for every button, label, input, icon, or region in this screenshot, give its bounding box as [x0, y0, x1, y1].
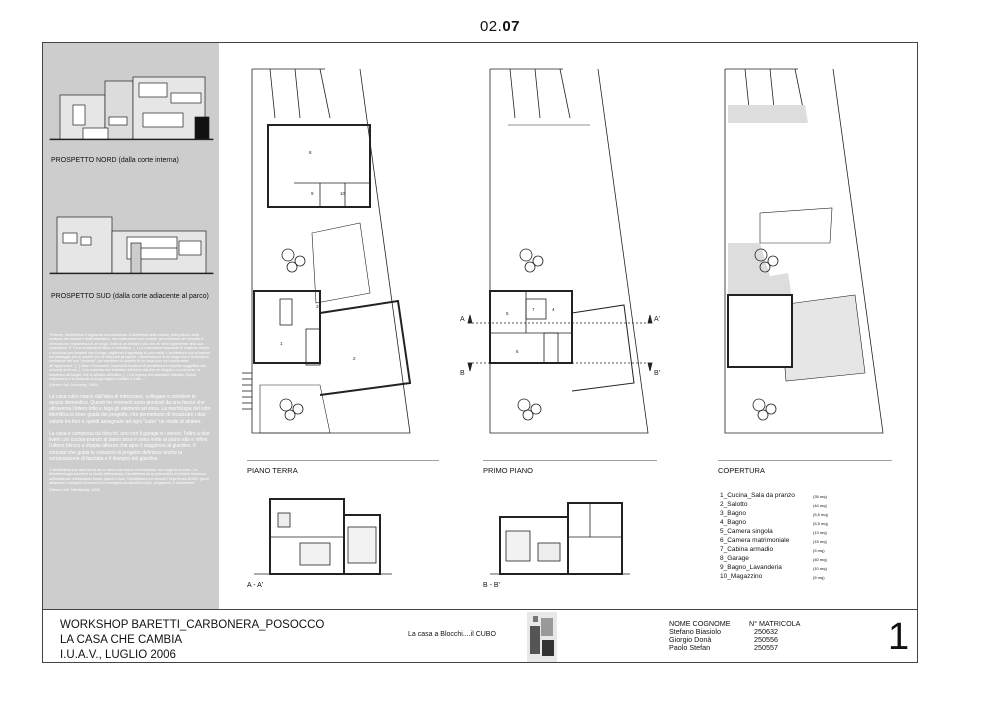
name-column-header: NOME COGNOME: [669, 619, 731, 628]
ground-floor-plan: [242, 69, 410, 433]
north-elevation-caption: PROSPETTO NORD (dalla corte interna): [51, 157, 179, 164]
project-title: LA CASA CHE CAMBIA: [60, 634, 183, 646]
room-number: 5: [506, 311, 509, 316]
section-marker-b: B: [460, 370, 465, 377]
id-column-header: N° MATRICOLA: [749, 619, 801, 628]
quote-holl-intertwining-author: (Steven Holl, Intertwining, 1996): [49, 487, 101, 492]
student-name: Giorgio Donà: [669, 635, 712, 644]
room-number: 3: [316, 304, 319, 309]
student-id: 250632: [754, 627, 778, 636]
student-name: Stefano Biasiolo: [669, 627, 721, 636]
room-number: 6: [516, 349, 519, 354]
section-marker-b-prime: B': [654, 370, 661, 377]
project-description-1: La casa cubo nasce dall'idea di intrecciare, collegare e scindere lo spazio domestico. Questi tre momenti sono ancorati da una fascia che attraversa l'intero lotto e lega gli elementi ad essa. La morfologia del lotto identifica le linee guida del progetto, che permettono di incastrare i due volumi tra loro e quindi assegnare ad ogni "cubo" un modo di abitare.: [49, 393, 211, 425]
legend-item: 3_Bagno (5,5 mq): [720, 510, 828, 517]
institution-date: I.U.A.V., LUGLIO 2006: [60, 649, 176, 661]
section-marker-a-prime: A': [654, 316, 661, 323]
section-b-drawing: [490, 503, 630, 574]
student-name: Paolo Stefan: [669, 643, 711, 652]
room-number: 7: [532, 307, 535, 312]
section-marker-a: A: [460, 316, 465, 323]
legend-item: 8_Garage (40 mq): [720, 555, 827, 562]
first-floor-title: PRIMO PIANO: [483, 466, 534, 475]
legend-item: 5_Camera singola (13 mq): [720, 528, 827, 535]
title-block: [43, 609, 917, 663]
roof-plan-title: COPERTURA: [718, 466, 765, 475]
student-id: 250556: [754, 635, 778, 644]
description-text-column: [49, 333, 211, 498]
legend-item: 7_Cabina armadio (5 mq): [720, 546, 825, 553]
quote-holl-anchoring: "Ebbene, l'architettura è legata ad una situazione. A differenza della musica, della pittura, della scultura, del cinema e della letteratura, una costruzione (non mobile, ad eccezione dei nomadi) si intreccia con l'esperienza di un luogo. Il sito di un edificio è più che un mero ingrediente nella sua concezione. E' il suo fondamento fisico e metafisico. [...] La costruzione trascende le esigenze fisiche e funzionali per fondersi con il luogo, cogliendo il significato di una realtà. L'architettura non si impone sul paesaggio più di quanto non ne interpreti gli aspetti. L'illuminazione di un luogo non è la semplice rivelazione del suo "contesto", per mostrare un aspetto di un luogo può non conformarsi all'"apparenza". [...] Idea e Fenomeno, l'esercizio di unisce di architettura è l'aspetto soggettivo che concede la forma. [...] Un concetto che stabilisce dall'inizio alla fine un singolo o un percorso, la sequenza dei luoghi, che si affidano all'ordine. [...] Un legame che stabilisce l'identità. Quindi l'esperienza e la forma di un luogo legano l'edificio e il sito...": [49, 333, 211, 382]
roof-plan: [725, 69, 883, 433]
south-elevation: [50, 217, 213, 274]
room-number: 9: [311, 191, 314, 196]
legend-item: 6_Camera matrimoniale (15 mq): [720, 537, 827, 544]
legend-item: 1_Cucina_Sala da pranzo (35 mq): [720, 492, 827, 499]
project-subtitle: La casa a Blocchi....il CUBO: [408, 631, 496, 638]
section-a-drawing: [254, 499, 392, 574]
room-legend: [720, 492, 830, 592]
ground-floor-title: PIANO TERRA: [247, 466, 298, 475]
project-thumbnail: [527, 612, 557, 662]
legend-item: 2_Salotto (44 mq): [720, 501, 827, 508]
sheet-number: 1: [888, 616, 910, 658]
room-number: 4: [552, 307, 555, 312]
first-floor-room-numbers: [506, 307, 555, 354]
elevation-drawings: [43, 43, 219, 313]
quote-holl-intertwining: "L'architettura può dare forma ad un rilevo che nasce nel fenomeno, nei luoghi di incontro. La fenomenologia concerne lo studio dell'essenza, l'architettura ha la potenzialità di mettere l'essenza nell'esistenza. Intrecciando forma, spazio e luce, l'architettura può elevare l'esperienza di tutti i giorni attraverso i molteplici fenomeni che emergono da specifici luoghi, programmi, e architetture.": [49, 467, 209, 486]
legend-item: 10_Magazzino (5 mq): [720, 573, 825, 580]
room-number: 8: [309, 150, 312, 155]
section-b-label: B - B': [483, 582, 500, 589]
workshop-title: WORKSHOP BARETTI_CARBONERA_POSOCCO: [60, 619, 325, 631]
north-elevation: [50, 77, 213, 140]
room-number: 10: [340, 191, 346, 196]
page-number: 02.07: [479, 18, 521, 35]
project-description-2: La casa è composta da blocchi, uno con il garage e i servizi, l'altro a due livelli con cucina-pranzo al piano terra e zona notte al piano alto e infine l'ultimo blocco a doppia altezza che apre il soggiorno al giardino. Il concept che guida le soluzioni di progetto definisce anche la composizione di facciata e il disegno del giardino.: [49, 430, 210, 462]
legend-item: 9_Bagno_Lavanderia (10 mq): [720, 564, 827, 571]
section-a-label: A - A': [247, 582, 264, 589]
first-floor-plan: [468, 69, 652, 433]
quote-holl-anchoring-author: (Steven Holl, Anchoring, 1989): [49, 383, 98, 388]
legend-item: 4_Bagno (5,5 mq): [720, 519, 828, 526]
room-number: 2: [353, 356, 356, 361]
south-elevation-caption: PROSPETTO SUD (dalla corte adiacente al parco): [51, 293, 209, 300]
room-number: 1: [280, 341, 283, 346]
student-id: 250557: [754, 643, 778, 652]
